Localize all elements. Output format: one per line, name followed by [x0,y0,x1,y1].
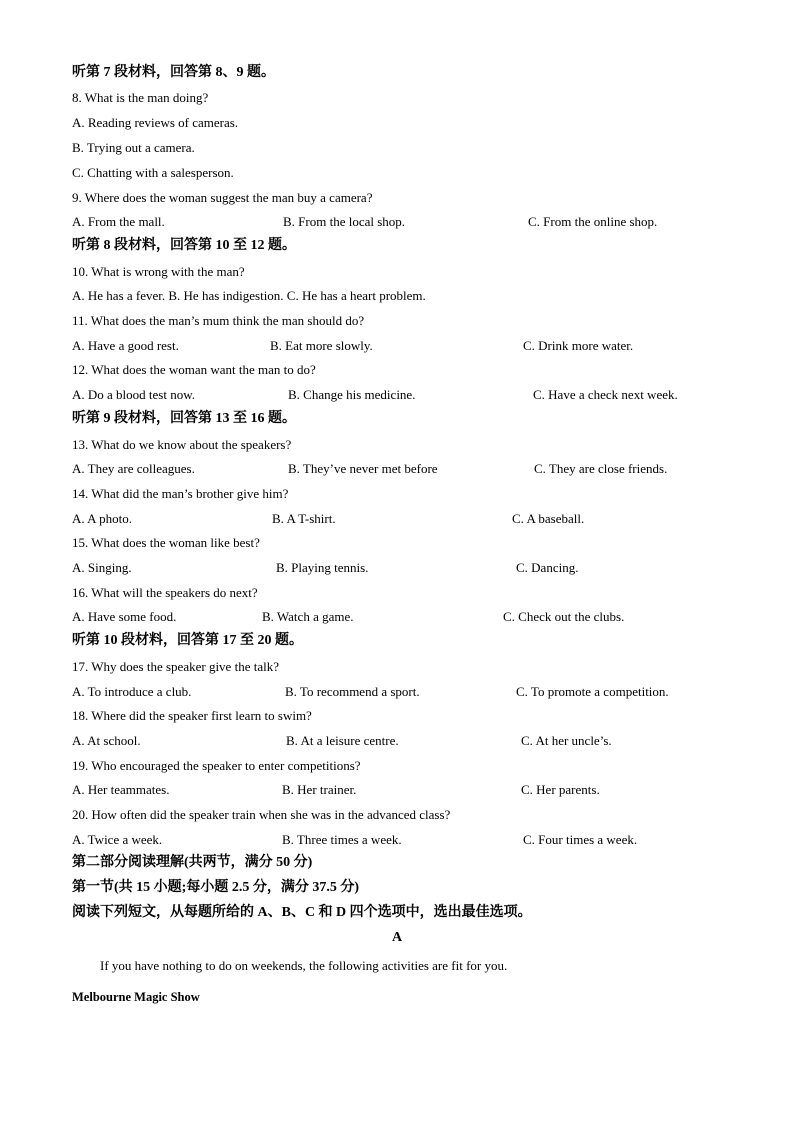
question-14-option-c: C. A baseball. [512,511,585,526]
question-10-stem: 10. What is wrong with the man? [72,264,245,279]
question-12-stem: 12. What does the woman want the man to do? [72,362,316,377]
question-16-option-b: B. Watch a game. [262,609,354,624]
part-two-instruction: 阅读下列短文，从每题所给的 A、B、C 和 D 四个选项中，选出最佳选项。 [72,905,532,920]
passage-subtitle: Melbourne Magic Show [72,990,200,1004]
question-9-option-b: B. From the local shop. [283,214,406,229]
question-12-option-c: C. Have a check next week. [533,387,678,402]
question-19-stem: 19. Who encouraged the speaker to enter competitions? [72,758,361,773]
question-20-option-b: B. Three times a week. [282,832,402,847]
question-19-option-c: C. Her parents. [521,782,600,797]
question-15-option-c: C. Dancing. [516,560,579,575]
question-16-stem: 16. What will the speakers do next? [72,585,258,600]
question-11-option-c: C. Drink more water. [523,338,634,353]
question-9-option-a: A. From the mall. [72,214,165,229]
question-8-stem: 8. What is the man doing? [72,90,209,105]
passage-intro: If you have nothing to do on weekends, the following activities are fit for you. [100,958,508,973]
question-8-option-b: B. Trying out a camera. [72,140,195,155]
section-heading-8: 听第 8 段材料，回答第 10 至 12 题。 [72,238,296,253]
question-17-option-b: B. To recommend a sport. [285,684,420,699]
question-15-option-a: A. Singing. [72,560,132,575]
question-8-option-c: C. Chatting with a salesperson. [72,165,234,180]
question-13-option-c: C. They are close friends. [534,461,668,476]
part-two-section-one: 第一节(共 15 小题;每小题 2.5 分，满分 37.5 分) [72,880,359,895]
question-15-stem: 15. What does the woman like best? [72,535,260,550]
question-11-stem: 11. What does the man’s mum think the man should do? [72,313,365,328]
question-11-option-a: A. Have a good rest. [72,338,179,353]
question-15-option-b: B. Playing tennis. [276,560,369,575]
question-14-option-a: A. A photo. [72,511,132,526]
question-18-stem: 18. Where did the speaker first learn to swim? [72,708,312,723]
section-heading-9: 听第 9 段材料，回答第 13 至 16 题。 [72,411,296,426]
question-12-option-a: A. Do a blood test now. [72,387,196,402]
question-13-option-a: A. They are colleagues. [72,461,195,476]
question-20-option-a: A. Twice a week. [72,832,163,847]
section-heading-7: 听第 7 段材料，回答第 8、9 题。 [72,65,275,80]
part-two-title: 第二部分阅读理解(共两节，满分 50 分) [72,855,313,870]
question-20-option-c: C. Four times a week. [523,832,638,847]
question-10-options: A. He has a fever. B. He has indigestion. C. He has a heart problem. [72,288,426,303]
question-13-option-b: B. They’ve never met before [288,461,438,476]
question-12-option-b: B. Change his medicine. [288,387,416,402]
question-17-option-c: C. To promote a competition. [516,684,669,699]
question-14-option-b: B. A T-shirt. [272,511,336,526]
question-16-option-a: A. Have some food. [72,609,177,624]
question-8-option-a: A. Reading reviews of cameras. [72,115,239,130]
question-18-option-a: A. At school. [72,733,141,748]
question-18-option-c: C. At her uncle’s. [521,733,612,748]
question-9-option-c: C. From the online shop. [528,214,658,229]
section-heading-10: 听第 10 段材料，回答第 17 至 20 题。 [72,633,303,648]
question-16-option-c: C. Check out the clubs. [503,609,625,624]
question-13-stem: 13. What do we know about the speakers? [72,437,292,452]
question-19-option-b: B. Her trainer. [282,782,357,797]
question-11-option-b: B. Eat more slowly. [270,338,373,353]
question-9-stem: 9. Where does the woman suggest the man buy a camera? [72,190,373,205]
question-18-option-b: B. At a leisure centre. [286,733,399,748]
question-19-option-a: A. Her teammates. [72,782,170,797]
question-17-stem: 17. Why does the speaker give the talk? [72,659,279,674]
question-17-option-a: A. To introduce a club. [72,684,192,699]
question-20-stem: 20. How often did the speaker train when she was in the advanced class? [72,807,451,822]
question-14-stem: 14. What did the man’s brother give him? [72,486,289,501]
passage-label: A [391,930,403,945]
